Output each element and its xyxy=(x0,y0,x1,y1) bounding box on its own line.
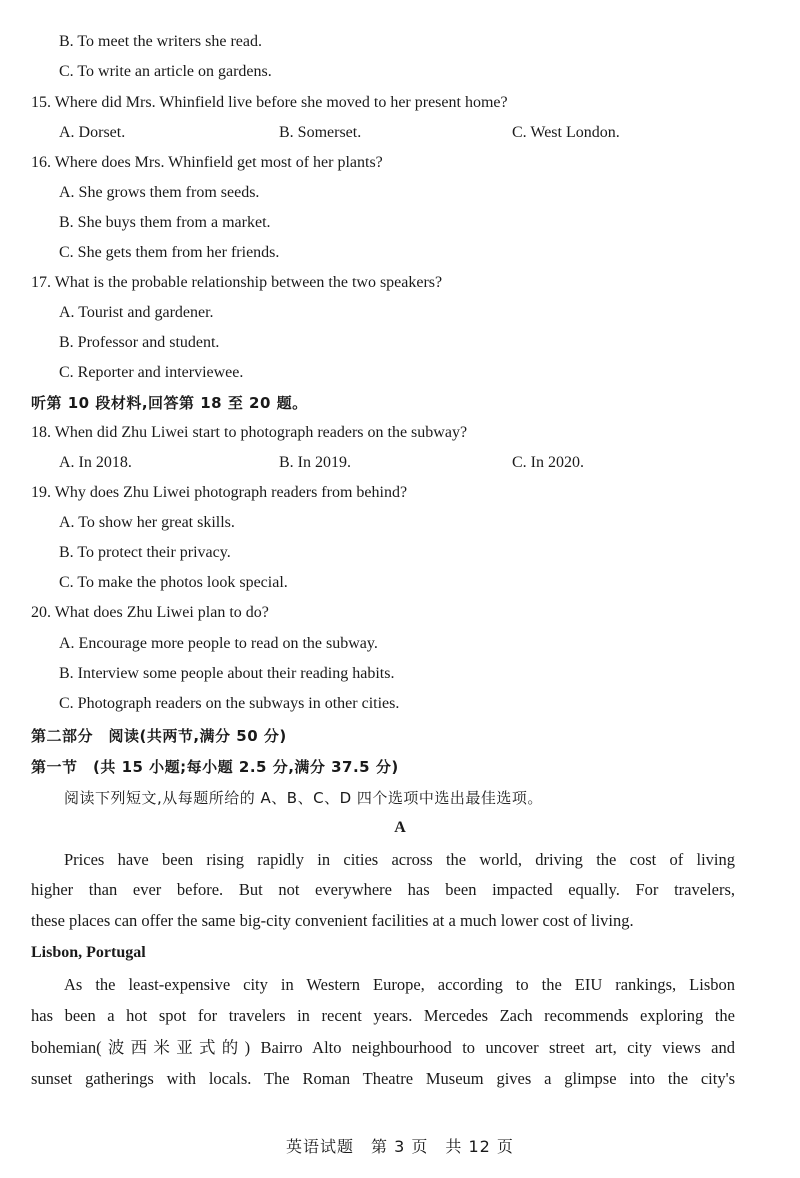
lisbon-line-2: has been a hot spot for travelers in recent years. Mercedes Zach recommends exploring the xyxy=(31,1006,735,1025)
q16-option-a: A. She grows them from seeds. xyxy=(59,184,260,201)
question-20: 20. What does Zhu Liwei plan to do? xyxy=(31,604,269,621)
lisbon-line-4: sunset gatherings with locals. The Roman Theatre Museum gives a glimpse into the city's xyxy=(31,1069,735,1088)
q19-option-a: A. To show her great skills. xyxy=(59,514,235,531)
q18-option-c: C. In 2020. xyxy=(512,454,584,471)
lisbon-line-1: As the least-expensive city in Western Europe, according to the EIU rankings, Lisbon xyxy=(64,975,735,994)
part2-title: 第二部分 阅读(共两节,满分 50 分) xyxy=(31,727,287,745)
passage-intro-line-1: Prices have been rising rapidly in cities across the world, driving the cost of living xyxy=(64,850,735,869)
q20-option-b: B. Interview some people about their reading habits. xyxy=(59,665,395,682)
q16-option-c: C. She gets them from her friends. xyxy=(59,244,280,261)
passage-label: A xyxy=(394,819,406,836)
q16-option-b: B. She buys them from a market. xyxy=(59,214,271,231)
q17-option-a: A. Tourist and gardener. xyxy=(59,304,214,321)
q14-option-c: C. To write an article on gardens. xyxy=(59,63,272,80)
passage-intro-line-2: higher than ever before. But not everywhere has been impacted equally. For travelers, xyxy=(31,880,735,899)
section1-instruction: 阅读下列短文,从每题所给的 A、B、C、D 四个选项中选出最佳选项。 xyxy=(64,789,543,807)
lisbon-line-3: bohemian(波西米亚式的) Bairro Alto neighbourhood to uncover street art, city views and xyxy=(31,1038,735,1057)
passage-intro-line-3: these places can offer the same big-city convenient facilities at a much lower cost of living. xyxy=(31,911,634,930)
q17-option-c: C. Reporter and interviewee. xyxy=(59,364,244,381)
q20-option-c: C. Photograph readers on the subways in other cities. xyxy=(59,695,400,712)
page-footer: 英语试题 第 3 页 共 12 页 xyxy=(286,1137,514,1156)
q17-option-b: B. Professor and student. xyxy=(59,334,220,351)
question-16: 16. Where does Mrs. Whinfield get most of her plants? xyxy=(31,154,383,171)
question-18: 18. When did Zhu Liwei start to photograph readers on the subway? xyxy=(31,424,468,441)
q15-option-c: C. West London. xyxy=(512,124,620,141)
q18-option-b: B. In 2019. xyxy=(279,454,351,471)
q19-option-b: B. To protect their privacy. xyxy=(59,544,231,561)
question-19: 19. Why does Zhu Liwei photograph readers from behind? xyxy=(31,484,408,501)
passage-subheading: Lisbon, Portugal xyxy=(31,944,146,961)
q14-option-b: B. To meet the writers she read. xyxy=(59,33,262,50)
listening-instruction: 听第 10 段材料,回答第 18 至 20 题。 xyxy=(31,394,308,412)
section1-title: 第一节 (共 15 小题;每小题 2.5 分,满分 37.5 分) xyxy=(31,758,399,776)
q18-option-a: A. In 2018. xyxy=(59,454,132,471)
q15-option-a: A. Dorset. xyxy=(59,124,126,141)
q19-option-c: C. To make the photos look special. xyxy=(59,574,288,591)
question-17: 17. What is the probable relationship between the two speakers? xyxy=(31,274,443,291)
question-15: 15. Where did Mrs. Whinfield live before she moved to her present home? xyxy=(31,94,508,111)
q20-option-a: A. Encourage more people to read on the subway. xyxy=(59,635,378,652)
q15-option-b: B. Somerset. xyxy=(279,124,362,141)
